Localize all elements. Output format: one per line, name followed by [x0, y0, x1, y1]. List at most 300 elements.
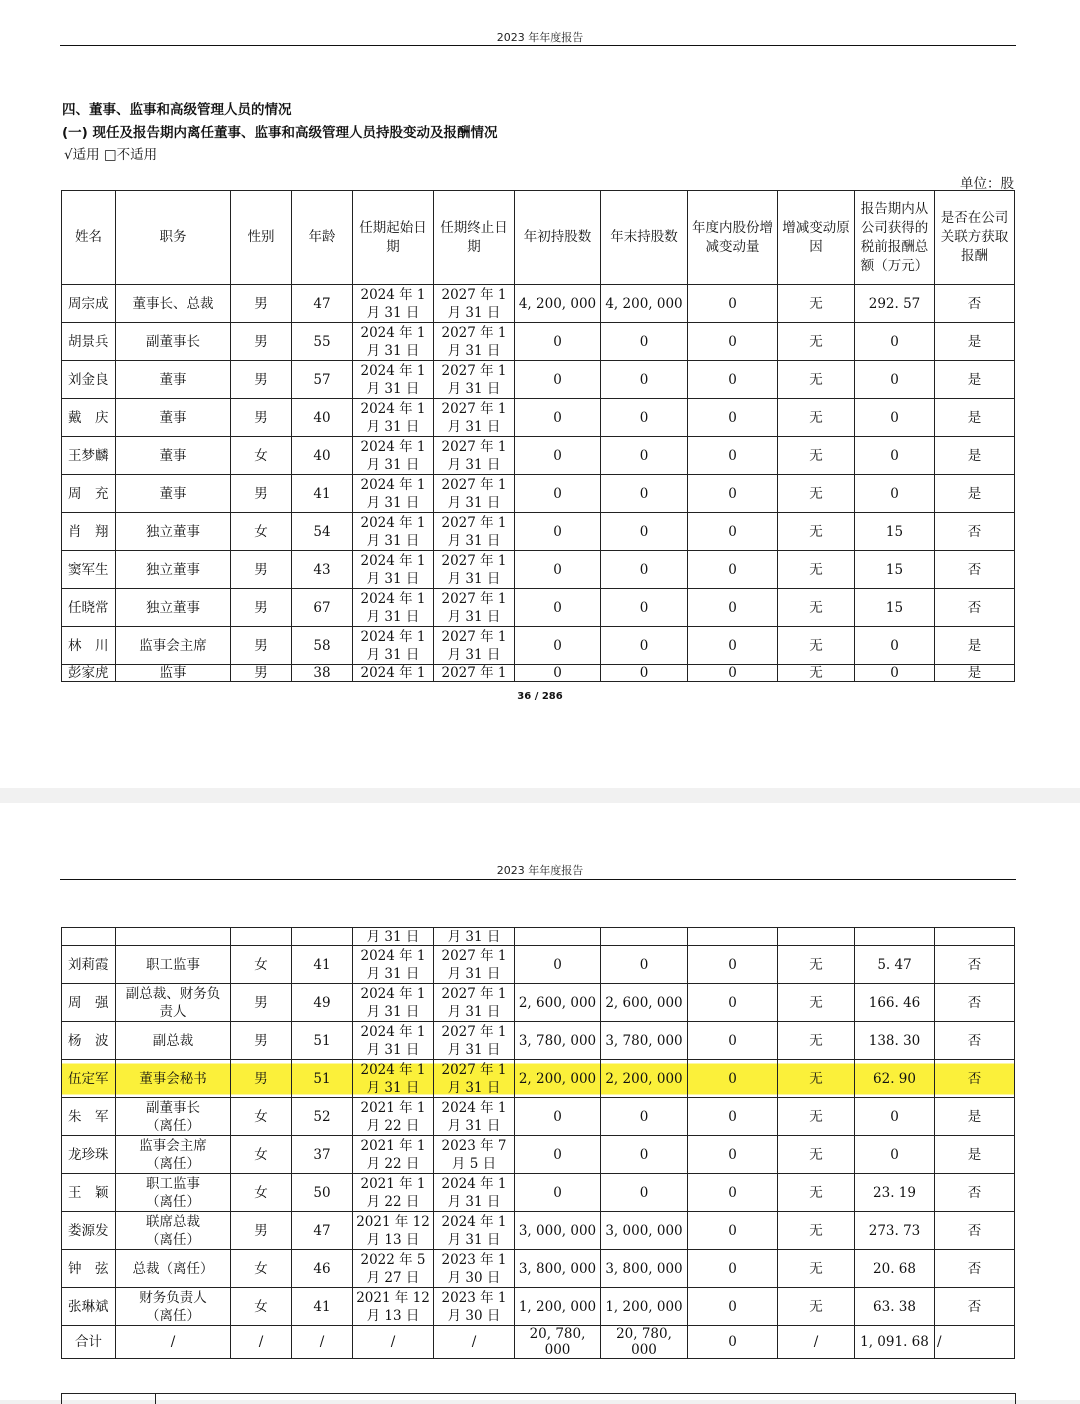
end-shares-cell: 20, 780, 000 [601, 1326, 688, 1359]
table-row [62, 551, 1015, 589]
position-cell-line-1: 财务负责人 [139, 1289, 207, 1306]
share-change-cell: 0 [688, 399, 778, 437]
term-start-cell-line-2: 月 31 日 [366, 494, 420, 511]
term-end-cell-line-1: 2027 年 1 [441, 324, 507, 341]
term-end-cell-line-2: 月 31 日 [447, 646, 501, 663]
term-end-cell-line-2: 月 31 日 [447, 456, 501, 473]
term-end-cell-line-2: 月 31 日 [447, 532, 501, 549]
share-change-cell: 0 [688, 1250, 778, 1288]
term-end-cell-line-2: 月 31 日 [447, 342, 501, 359]
term-end-cell-line-2: 月 31 日 [447, 1231, 501, 1248]
age-cell: 50 [292, 1174, 353, 1212]
begin-shares-cell: 0 [515, 399, 601, 437]
term-end-cell [434, 984, 515, 1022]
age-cell: 41 [292, 475, 353, 513]
term-start-cell-line-2: 月 31 日 [366, 1041, 420, 1058]
end-shares-cell: 0 [601, 589, 688, 627]
term-start-cell-line-2: 月 13 日 [366, 1307, 420, 1324]
gender-cell: 男 [231, 551, 292, 589]
change-reason-cell: 无 [778, 589, 855, 627]
term-start-cell-line-1: 2024 年 1 [360, 1061, 426, 1078]
term-start-cell-line-2: 月 31 日 [366, 304, 420, 321]
term-end-cell [434, 1022, 515, 1060]
term-end-cell-line-1: 2027 年 1 [441, 552, 507, 569]
term-end-cell-line-1: 2024 年 1 [441, 1099, 507, 1116]
begin-shares-cell: 20, 780, 000 [515, 1326, 601, 1359]
gender-cell: 男 [231, 627, 292, 665]
gender-cell: 女 [231, 1174, 292, 1212]
header-rule [60, 879, 1016, 880]
share-change-cell: 0 [688, 1174, 778, 1212]
table-row [62, 399, 1015, 437]
term-start-cell-line-2: 月 31 日 [366, 380, 420, 397]
gender-cell: / [231, 1326, 292, 1359]
page-number: 36 / 286 [517, 691, 563, 702]
term-start-cell [353, 399, 434, 437]
begin-shares-cell: 0 [515, 946, 601, 984]
age-cell: 40 [292, 437, 353, 475]
gender-cell: 男 [231, 1060, 292, 1098]
col-header-gender: 性别 [231, 191, 292, 285]
term-start-cell [353, 1288, 434, 1326]
position-cell-line-2: 责人 [159, 1003, 187, 1020]
name-cell: 刘金良 [62, 361, 116, 399]
position-cell: 董事 [116, 361, 231, 399]
term-end-cell-line-2: 月 31 日 [447, 1041, 501, 1058]
term-end-cell [434, 437, 515, 475]
name-cell: 朱 军 [62, 1098, 116, 1136]
term-end-cell: 月 31 日 [434, 928, 515, 946]
pretax-pay-cell: 15 [855, 589, 935, 627]
end-shares-cell: 4, 200, 000 [601, 285, 688, 323]
name-cell: 彭家虎 [62, 665, 116, 682]
position-cell-line-2: （离任） [146, 1231, 200, 1248]
related-pay-cell: 是 [935, 475, 1015, 513]
change-reason-cell: 无 [778, 1098, 855, 1136]
term-start-cell [353, 984, 434, 1022]
gender-cell: 男 [231, 1212, 292, 1250]
term-end-cell [434, 589, 515, 627]
end-shares-cell: 0 [601, 1098, 688, 1136]
term-end-cell [434, 1060, 515, 1098]
term-start-cell-line-2: 月 31 日 [366, 570, 420, 587]
related-pay-cell: 否 [935, 285, 1015, 323]
term-start-cell-line-2: 月 31 日 [366, 532, 420, 549]
related-pay-cell: 否 [935, 1250, 1015, 1288]
name-cell: 杨 波 [62, 1022, 116, 1060]
age-cell: 41 [292, 1288, 353, 1326]
table-row-clipped [62, 665, 1015, 682]
position-cell [116, 1022, 231, 1060]
position-cell-line-1: 董事会秘书 [139, 1070, 207, 1087]
term-end-cell: 2027 年 1 [434, 665, 515, 682]
term-end-cell-line-1: 2027 年 1 [441, 286, 507, 303]
gender-cell: 女 [231, 946, 292, 984]
term-end-cell-line-1: 2024 年 1 [441, 1213, 507, 1230]
position-cell-line-1: 联席总裁 [146, 1213, 200, 1230]
position-cell: 董事 [116, 475, 231, 513]
share-change-cell: 0 [688, 1098, 778, 1136]
table-row [62, 323, 1015, 361]
end-shares-cell: 0 [601, 665, 688, 682]
position-cell: 董事 [116, 437, 231, 475]
term-end-cell [434, 627, 515, 665]
begin-shares-cell: 0 [515, 589, 601, 627]
begin-shares-cell: 3, 780, 000 [515, 1022, 601, 1060]
term-start-cell-line-1: 2021 年 1 [360, 1137, 426, 1154]
position-cell: 董事 [116, 399, 231, 437]
begin-shares-cell: 3, 000, 000 [515, 1212, 601, 1250]
position-cell-line-1: 职工监事 [146, 956, 200, 973]
share-change-cell: 0 [688, 551, 778, 589]
name-cell: 窦军生 [62, 551, 116, 589]
begin-shares-cell: 0 [515, 1174, 601, 1212]
related-pay-cell: 是 [935, 627, 1015, 665]
pretax-pay-cell: 0 [855, 323, 935, 361]
empty-cell [515, 928, 601, 946]
age-cell: 55 [292, 323, 353, 361]
term-start-cell-line-1: 2024 年 1 [360, 400, 426, 417]
term-start-cell [353, 589, 434, 627]
term-start-cell-line-2: 月 22 日 [366, 1193, 420, 1210]
name-cell: 肖 翔 [62, 513, 116, 551]
related-pay-cell: 否 [935, 1174, 1015, 1212]
table-row [62, 1212, 1015, 1250]
term-start-cell-line-2: 月 31 日 [366, 965, 420, 982]
pretax-pay-cell: 0 [855, 361, 935, 399]
position-cell [116, 1174, 231, 1212]
term-end-cell-line-2: 月 31 日 [447, 1193, 501, 1210]
begin-shares-cell: 2, 600, 000 [515, 984, 601, 1022]
term-start-cell-line-2: 月 31 日 [366, 1003, 420, 1020]
position-cell: 独立董事 [116, 551, 231, 589]
position-cell: 独立董事 [116, 513, 231, 551]
share-change-cell: 0 [688, 513, 778, 551]
empty-cell [292, 928, 353, 946]
pretax-pay-cell: 273. 73 [855, 1212, 935, 1250]
term-end-cell [434, 1288, 515, 1326]
change-reason-cell: 无 [778, 399, 855, 437]
term-end-cell [434, 513, 515, 551]
col-header-position: 职务 [116, 191, 231, 285]
table-row [62, 513, 1015, 551]
term-start-cell-line-2: 月 22 日 [366, 1155, 420, 1172]
related-pay-cell: 是 [935, 1136, 1015, 1174]
end-shares-cell: 2, 200, 000 [601, 1060, 688, 1098]
col-header-term-start: 任期起始日期 [353, 191, 434, 285]
age-cell: 47 [292, 1212, 353, 1250]
pretax-pay-cell: 20. 68 [855, 1250, 935, 1288]
term-end-cell [434, 551, 515, 589]
term-start-cell [353, 1098, 434, 1136]
name-cell: 周宗成 [62, 285, 116, 323]
related-pay-cell: 否 [935, 589, 1015, 627]
related-pay-cell: 是 [935, 665, 1015, 682]
position-cell-line-1: 监事会主席 [139, 1137, 207, 1154]
term-start-cell: / [353, 1326, 434, 1359]
term-start-cell [353, 361, 434, 399]
position-cell: 监事 [116, 665, 231, 682]
term-end-cell-line-1: 2024 年 1 [441, 1175, 507, 1192]
pretax-pay-cell: 1, 091. 68 [855, 1326, 935, 1359]
running-header: 2023 年年度报告 [496, 864, 584, 877]
related-pay-cell: 否 [935, 1060, 1015, 1098]
change-reason-cell: 无 [778, 665, 855, 682]
term-end-cell-line-1: 2027 年 1 [441, 985, 507, 1002]
shareholding-table [61, 190, 1015, 682]
term-start-cell-line-1: 2021 年 1 [360, 1175, 426, 1192]
end-shares-cell: 0 [601, 399, 688, 437]
col-header-begin-shares: 年初持股数 [515, 191, 601, 285]
term-start-cell [353, 1060, 434, 1098]
share-change-cell: 0 [688, 1136, 778, 1174]
gender-cell: 男 [231, 399, 292, 437]
empty-cell [778, 928, 855, 946]
term-start-cell [353, 1250, 434, 1288]
change-reason-cell: 无 [778, 1212, 855, 1250]
term-start-cell-line-2: 月 13 日 [366, 1231, 420, 1248]
position-cell-line-1: 总裁（离任） [132, 1260, 214, 1277]
share-change-cell: 0 [688, 285, 778, 323]
name-cell: 胡景兵 [62, 323, 116, 361]
share-change-cell: 0 [688, 984, 778, 1022]
term-start-cell-line-1: 2024 年 1 [360, 628, 426, 645]
term-end-cell [434, 399, 515, 437]
term-start-cell-line-1: 2024 年 1 [360, 324, 426, 341]
end-shares-cell: 0 [601, 475, 688, 513]
age-cell: 46 [292, 1250, 353, 1288]
change-reason-cell: 无 [778, 1174, 855, 1212]
position-cell-line-1: 副董事长 [146, 1099, 200, 1116]
term-end-cell [434, 1136, 515, 1174]
term-end-cell-line-2: 月 31 日 [447, 380, 501, 397]
position-cell-line-2: （离任） [146, 1155, 200, 1172]
term-start-cell-line-1: 2024 年 1 [360, 590, 426, 607]
end-shares-cell: 0 [601, 361, 688, 399]
table-row-continuation [62, 928, 1015, 946]
begin-shares-cell: 0 [515, 513, 601, 551]
position-cell [116, 1288, 231, 1326]
name-cell: 刘莉霞 [62, 946, 116, 984]
pretax-pay-cell: 0 [855, 665, 935, 682]
term-start-cell-line-2: 月 31 日 [366, 456, 420, 473]
change-reason-cell: 无 [778, 627, 855, 665]
col-header-name: 姓名 [62, 191, 116, 285]
change-reason-cell: 无 [778, 361, 855, 399]
empty-cell [601, 928, 688, 946]
age-cell: 51 [292, 1022, 353, 1060]
gender-cell: 男 [231, 323, 292, 361]
related-pay-cell: 否 [935, 946, 1015, 984]
end-shares-cell: 3, 800, 000 [601, 1250, 688, 1288]
pretax-pay-cell: 0 [855, 475, 935, 513]
col-header-related-pay: 是否在公司关联方获取报酬 [935, 191, 1015, 285]
age-cell: 41 [292, 946, 353, 984]
position-cell-line-1: 职工监事 [146, 1175, 200, 1192]
pretax-pay-cell: 15 [855, 513, 935, 551]
table-row-highlighted [62, 1060, 1015, 1098]
position-cell [116, 1060, 231, 1098]
term-end-cell-line-2: 月 31 日 [447, 1003, 501, 1020]
pretax-pay-cell: 5. 47 [855, 946, 935, 984]
begin-shares-cell: 3, 800, 000 [515, 1250, 601, 1288]
pretax-pay-cell: 0 [855, 1098, 935, 1136]
table-row [62, 1098, 1015, 1136]
table-row [62, 1288, 1015, 1326]
gender-cell: 男 [231, 665, 292, 682]
name-cell: 周 强 [62, 984, 116, 1022]
name-cell: 戴 庆 [62, 399, 116, 437]
name-cell: 周 充 [62, 475, 116, 513]
related-pay-cell: / [935, 1326, 1015, 1359]
name-cell: 王梦麟 [62, 437, 116, 475]
change-reason-cell: 无 [778, 437, 855, 475]
term-start-cell: 2024 年 1 [353, 665, 434, 682]
term-start-cell-line-1: 2024 年 1 [360, 514, 426, 531]
term-start-cell-line-2: 月 22 日 [366, 1117, 420, 1134]
pretax-pay-cell: 23. 19 [855, 1174, 935, 1212]
begin-shares-cell: 0 [515, 361, 601, 399]
term-start-cell: 月 31 日 [353, 928, 434, 946]
term-end-cell-line-2: 月 31 日 [447, 1079, 501, 1096]
term-end-cell-line-2: 月 31 日 [447, 965, 501, 982]
age-cell: 51 [292, 1060, 353, 1098]
unit-label: 单位：股 [960, 176, 1014, 192]
end-shares-cell: 0 [601, 1174, 688, 1212]
term-start-cell-line-1: 2022 年 5 [360, 1251, 426, 1268]
term-start-cell [353, 1212, 434, 1250]
term-start-cell [353, 551, 434, 589]
age-cell: 38 [292, 665, 353, 682]
pretax-pay-cell: 63. 38 [855, 1288, 935, 1326]
share-change-cell: 0 [688, 1212, 778, 1250]
term-start-cell [353, 323, 434, 361]
position-cell-line-1: 副总裁、财务负 [125, 985, 221, 1002]
name-cell: 张琳斌 [62, 1288, 116, 1326]
term-start-cell-line-1: 2024 年 1 [360, 1023, 426, 1040]
gender-cell: 男 [231, 1022, 292, 1060]
col-header-age: 年龄 [292, 191, 353, 285]
name-cell: 林 川 [62, 627, 116, 665]
begin-shares-cell: 0 [515, 665, 601, 682]
gender-cell: 男 [231, 475, 292, 513]
related-pay-cell: 是 [935, 323, 1015, 361]
term-start-cell-line-2: 月 31 日 [366, 608, 420, 625]
age-cell: / [292, 1326, 353, 1359]
change-reason-cell: 无 [778, 1136, 855, 1174]
begin-shares-cell: 0 [515, 1136, 601, 1174]
term-start-cell [353, 475, 434, 513]
age-cell: 52 [292, 1098, 353, 1136]
applicability-indicator: √适用 □不适用 [64, 147, 158, 163]
pretax-pay-cell: 0 [855, 1136, 935, 1174]
related-pay-cell: 是 [935, 437, 1015, 475]
change-reason-cell: 无 [778, 1022, 855, 1060]
section-title: 四、董事、监事和高级管理人员的情况 [62, 102, 292, 118]
table-row [62, 437, 1015, 475]
related-pay-cell: 否 [935, 551, 1015, 589]
term-end-cell-line-1: 2027 年 1 [441, 590, 507, 607]
subsection-title: (一) 现任及报告期内离任董事、监事和高级管理人员持股变动及报酬情况 [62, 125, 498, 141]
position-cell-line-2: （离任） [146, 1193, 200, 1210]
related-pay-cell: 否 [935, 1022, 1015, 1060]
position-cell: 副董事长 [116, 323, 231, 361]
term-start-cell-line-1: 2021 年 1 [360, 1099, 426, 1116]
term-end-cell [434, 1212, 515, 1250]
table-row [62, 627, 1015, 665]
position-cell: 董事长、总裁 [116, 285, 231, 323]
term-end-cell-line-2: 月 30 日 [447, 1269, 501, 1286]
share-change-cell: 0 [688, 361, 778, 399]
end-shares-cell: 0 [601, 437, 688, 475]
table-row [62, 1250, 1015, 1288]
term-start-cell-line-2: 月 31 日 [366, 342, 420, 359]
position-cell-line-2: （离任） [146, 1117, 200, 1134]
term-end-cell-line-2: 月 5 日 [451, 1155, 497, 1172]
related-pay-cell: 否 [935, 1212, 1015, 1250]
position-cell [116, 946, 231, 984]
end-shares-cell: 2, 600, 000 [601, 984, 688, 1022]
position-cell: 独立董事 [116, 589, 231, 627]
age-cell: 58 [292, 627, 353, 665]
total-label-cell: 合计 [62, 1326, 116, 1359]
term-start-cell-line-1: 2024 年 1 [360, 362, 426, 379]
term-end-cell-line-1: 2023 年 1 [441, 1289, 507, 1306]
term-end-cell-line-2: 月 31 日 [447, 494, 501, 511]
term-start-cell-line-1: 2024 年 1 [360, 286, 426, 303]
end-shares-cell: 0 [601, 627, 688, 665]
pretax-pay-cell: 292. 57 [855, 285, 935, 323]
term-end-cell [434, 1098, 515, 1136]
position-cell [116, 1098, 231, 1136]
term-start-cell-line-1: 2024 年 1 [360, 476, 426, 493]
term-start-cell-line-1: 2021 年 12 [356, 1213, 430, 1230]
term-start-cell [353, 627, 434, 665]
term-end-cell [434, 1250, 515, 1288]
empty-cell [855, 928, 935, 946]
change-reason-cell: 无 [778, 1250, 855, 1288]
name-cell: 伍定军 [62, 1060, 116, 1098]
share-change-cell: 0 [688, 475, 778, 513]
term-end-cell-line-1: 2023 年 1 [441, 1251, 507, 1268]
age-cell: 67 [292, 589, 353, 627]
term-end-cell-line-2: 月 31 日 [447, 1117, 501, 1134]
begin-shares-cell: 4, 200, 000 [515, 285, 601, 323]
position-cell [116, 984, 231, 1022]
begin-shares-cell: 2, 200, 000 [515, 1060, 601, 1098]
term-start-cell-line-2: 月 31 日 [366, 418, 420, 435]
table-row [62, 984, 1015, 1022]
term-end-cell: / [434, 1326, 515, 1359]
begin-shares-cell: 0 [515, 475, 601, 513]
term-end-cell [434, 285, 515, 323]
age-cell: 47 [292, 285, 353, 323]
pretax-pay-cell: 166. 46 [855, 984, 935, 1022]
term-end-cell-line-1: 2027 年 1 [441, 362, 507, 379]
share-change-cell: 0 [688, 627, 778, 665]
related-pay-cell: 是 [935, 1098, 1015, 1136]
change-reason-cell: 无 [778, 946, 855, 984]
term-end-cell-line-1: 2027 年 1 [441, 1061, 507, 1078]
term-end-cell [434, 1174, 515, 1212]
next-table-edge [61, 1393, 1016, 1404]
term-start-cell [353, 1174, 434, 1212]
term-end-cell [434, 946, 515, 984]
total-row [62, 1326, 1015, 1359]
pretax-pay-cell: 0 [855, 627, 935, 665]
end-shares-cell: 0 [601, 1136, 688, 1174]
share-change-cell: 0 [688, 946, 778, 984]
